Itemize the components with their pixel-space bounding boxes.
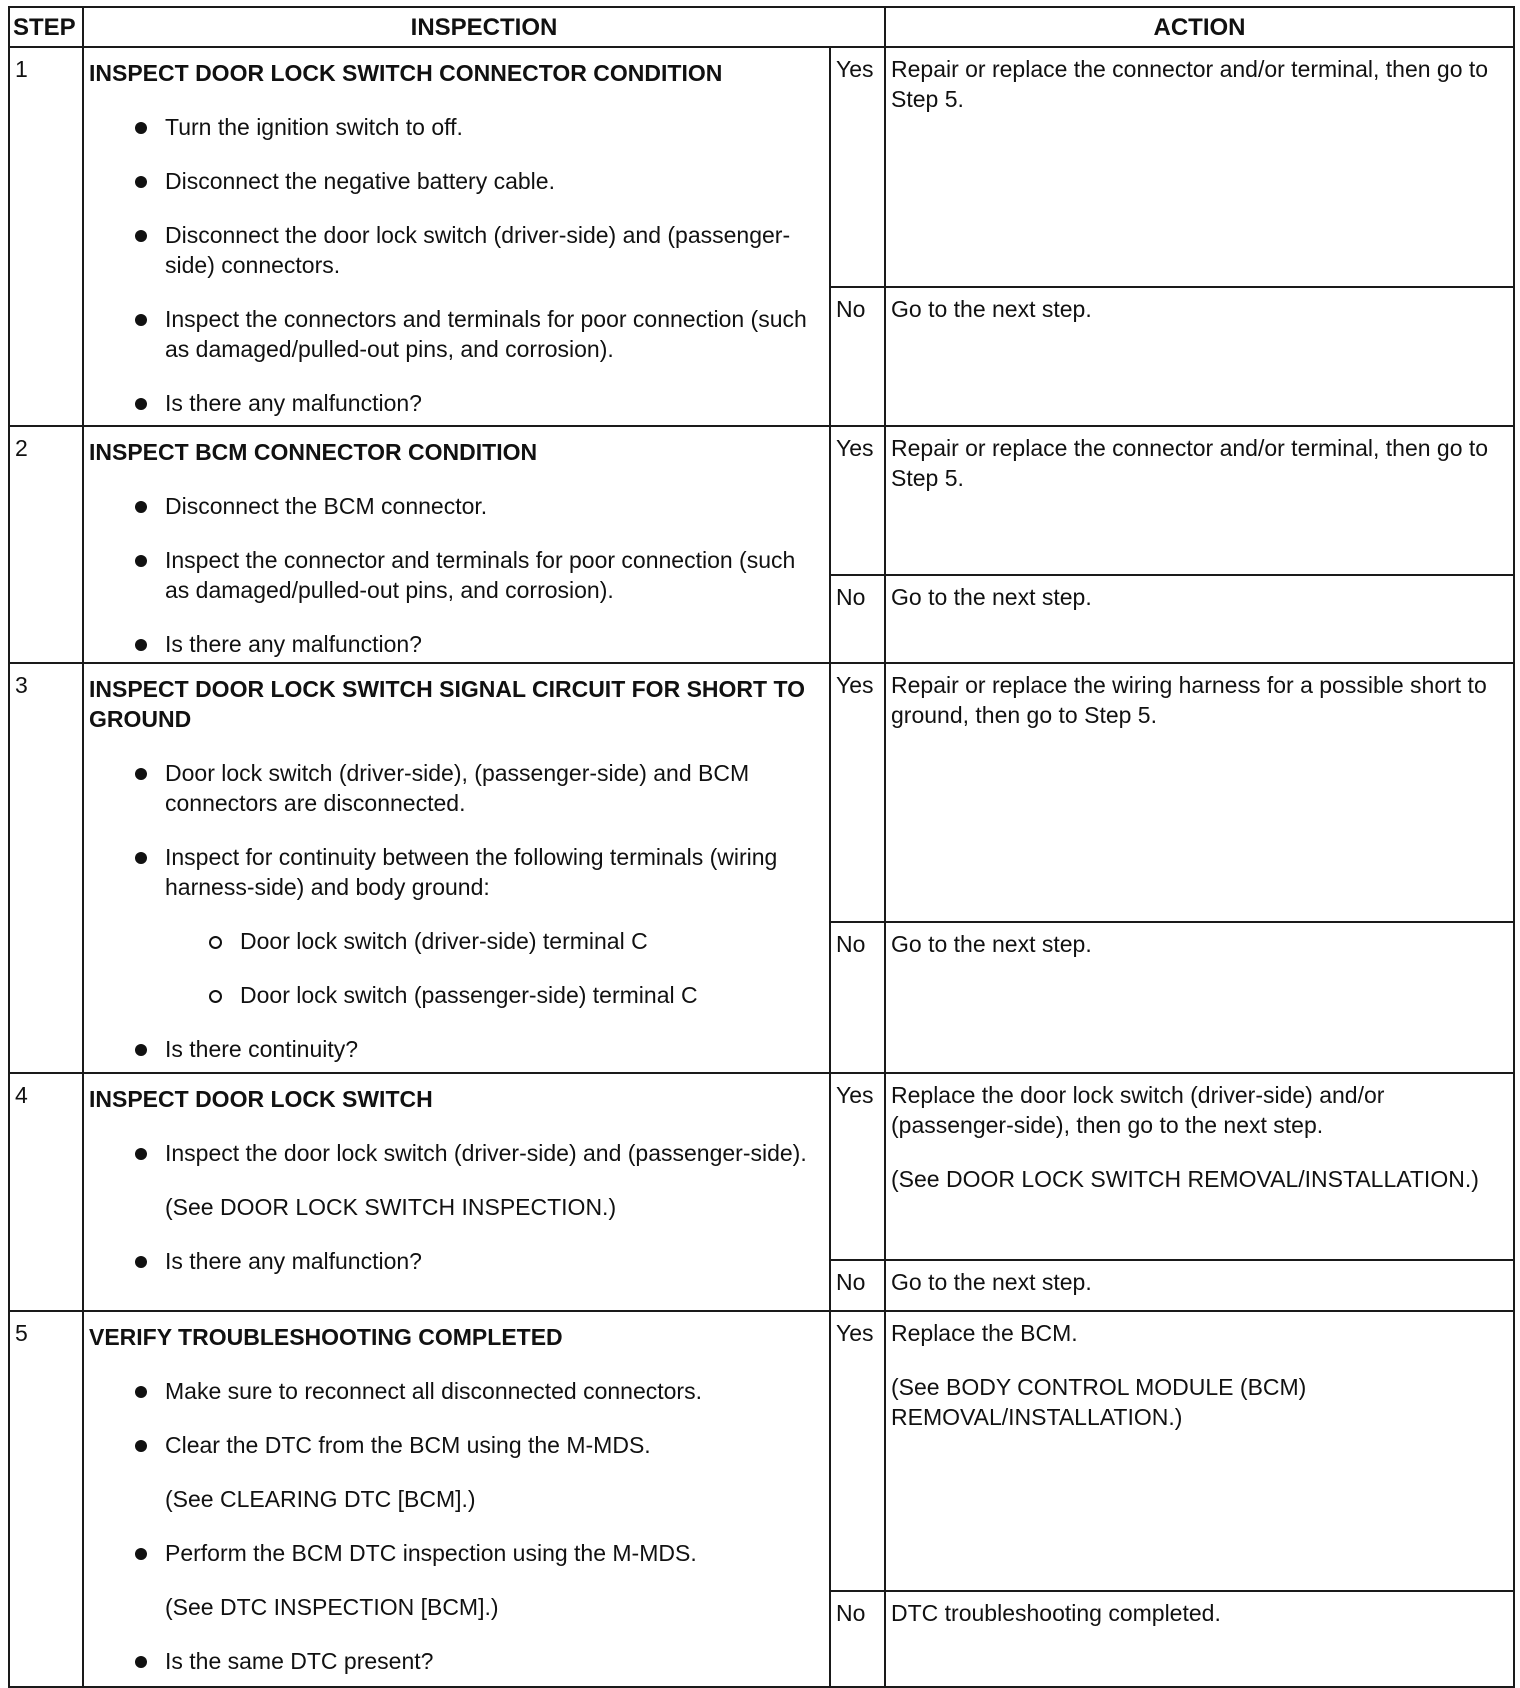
yes-label: Yes [830,663,885,922]
reference-note: (See CLEARING DTC [BCM].) [165,1486,476,1512]
bullet-item: Disconnect the negative battery cable. [89,166,825,196]
step-5-inspection [83,1311,830,1687]
bullet-item: Is there continuity? [89,1034,825,1064]
bullet-item: Is there any malfunction? [89,1246,825,1276]
yes-action: Repair or replace the connector and/or terminal, then go to Step 5. [885,47,1514,287]
no-action: Go to the next step. [885,922,1514,1073]
step-1-inspection [83,47,830,426]
troubleshooting-table [8,6,1515,1688]
reference-note: (See DTC INSPECTION [BCM].) [165,1594,499,1620]
action-header: ACTION [885,7,1514,47]
yes-label: Yes [830,47,885,287]
no-label: No [830,575,885,663]
step-number: 3 [9,663,83,1073]
reference-note: (See DOOR LOCK SWITCH INSPECTION.) [165,1194,617,1220]
step-number: 2 [9,426,83,663]
bullet-item: Is the same DTC present? [89,1646,825,1676]
step-title: INSPECT DOOR LOCK SWITCH CONNECTOR CONDITION [89,60,723,86]
step-title: VERIFY TROUBLESHOOTING COMPLETED [89,1324,563,1350]
step-1-yes-row [9,47,1514,287]
step-5-yes-row [9,1311,1514,1591]
bullet-item: Disconnect the door lock switch (driver-side) and (passenger-side) connectors. [89,220,825,280]
header-row [9,7,1514,47]
step-2-yes-row [9,426,1514,575]
yes-label: Yes [830,426,885,575]
bullet-item: Clear the DTC from the BCM using the M-MDS. [89,1430,825,1460]
yes-label: Yes [830,1311,885,1591]
step-4-inspection [83,1073,830,1311]
bullet-item: Perform the BCM DTC inspection using the M-MDS. [89,1538,825,1568]
no-action: DTC troubleshooting completed. [885,1591,1514,1687]
no-action: Go to the next step. [885,575,1514,663]
step-title: INSPECT DOOR LOCK SWITCH [89,1086,433,1112]
yes-action-text: Replace the door lock switch (driver-side) and/or (passenger-side), then go to the next step. [891,1082,1385,1138]
step-2-inspection [83,426,830,663]
bullet-item: Disconnect the BCM connector. [89,491,825,521]
bullet-item: Inspect the door lock switch (driver-side) and (passenger-side). [89,1138,825,1168]
bullet-item: Inspect the connector and terminals for poor connection (such as damaged/pulled-out pins, and corrosion). [89,545,825,605]
no-label: No [830,1591,885,1687]
step-4-yes-row [9,1073,1514,1260]
yes-label: Yes [830,1073,885,1260]
step-title: INSPECT DOOR LOCK SWITCH SIGNAL CIRCUIT FOR SHORT TO GROUND [89,676,805,732]
bullet-item: Is there any malfunction? [89,629,825,659]
yes-action [885,1311,1514,1591]
step-number: 1 [9,47,83,426]
bullet-item: Inspect for continuity between the following terminals (wiring harness-side) and body ground: [89,842,825,902]
inspection-header: INSPECTION [83,7,885,47]
bullet-item: Is there any malfunction? [89,388,825,418]
step-number: 4 [9,1073,83,1311]
step-number: 5 [9,1311,83,1687]
no-action: Go to the next step. [885,287,1514,426]
step-3-inspection [83,663,830,1073]
bullet-item: Make sure to reconnect all disconnected connectors. [89,1376,825,1406]
step-3-yes-row [9,663,1514,922]
no-label: No [830,922,885,1073]
no-action: Go to the next step. [885,1260,1514,1311]
bullet-item: Turn the ignition switch to off. [89,112,825,142]
step-title: INSPECT BCM CONNECTOR CONDITION [89,439,538,465]
yes-action: Repair or replace the wiring harness for a possible short to ground, then go to Step 5. [885,663,1514,922]
bullet-item: Inspect the connectors and terminals for poor connection (such as damaged/pulled-out pins, and corrosion). [89,304,825,364]
no-label: No [830,287,885,426]
sub-bullet-item: Door lock switch (driver-side) terminal C [89,926,825,956]
yes-action-text: Replace the BCM. [891,1320,1078,1346]
yes-action [885,1073,1514,1260]
bullet-item: Door lock switch (driver-side), (passenger-side) and BCM connectors are disconnected. [89,758,825,818]
yes-action: Repair or replace the connector and/or terminal, then go to Step 5. [885,426,1514,575]
yes-reference-note: (See BODY CONTROL MODULE (BCM) REMOVAL/INSTALLATION.) [891,1374,1307,1430]
yes-reference-note: (See DOOR LOCK SWITCH REMOVAL/INSTALLATION.) [891,1166,1479,1192]
sub-bullet-item: Door lock switch (passenger-side) terminal C [89,980,825,1010]
step-header: STEP [9,7,83,47]
no-label: No [830,1260,885,1311]
